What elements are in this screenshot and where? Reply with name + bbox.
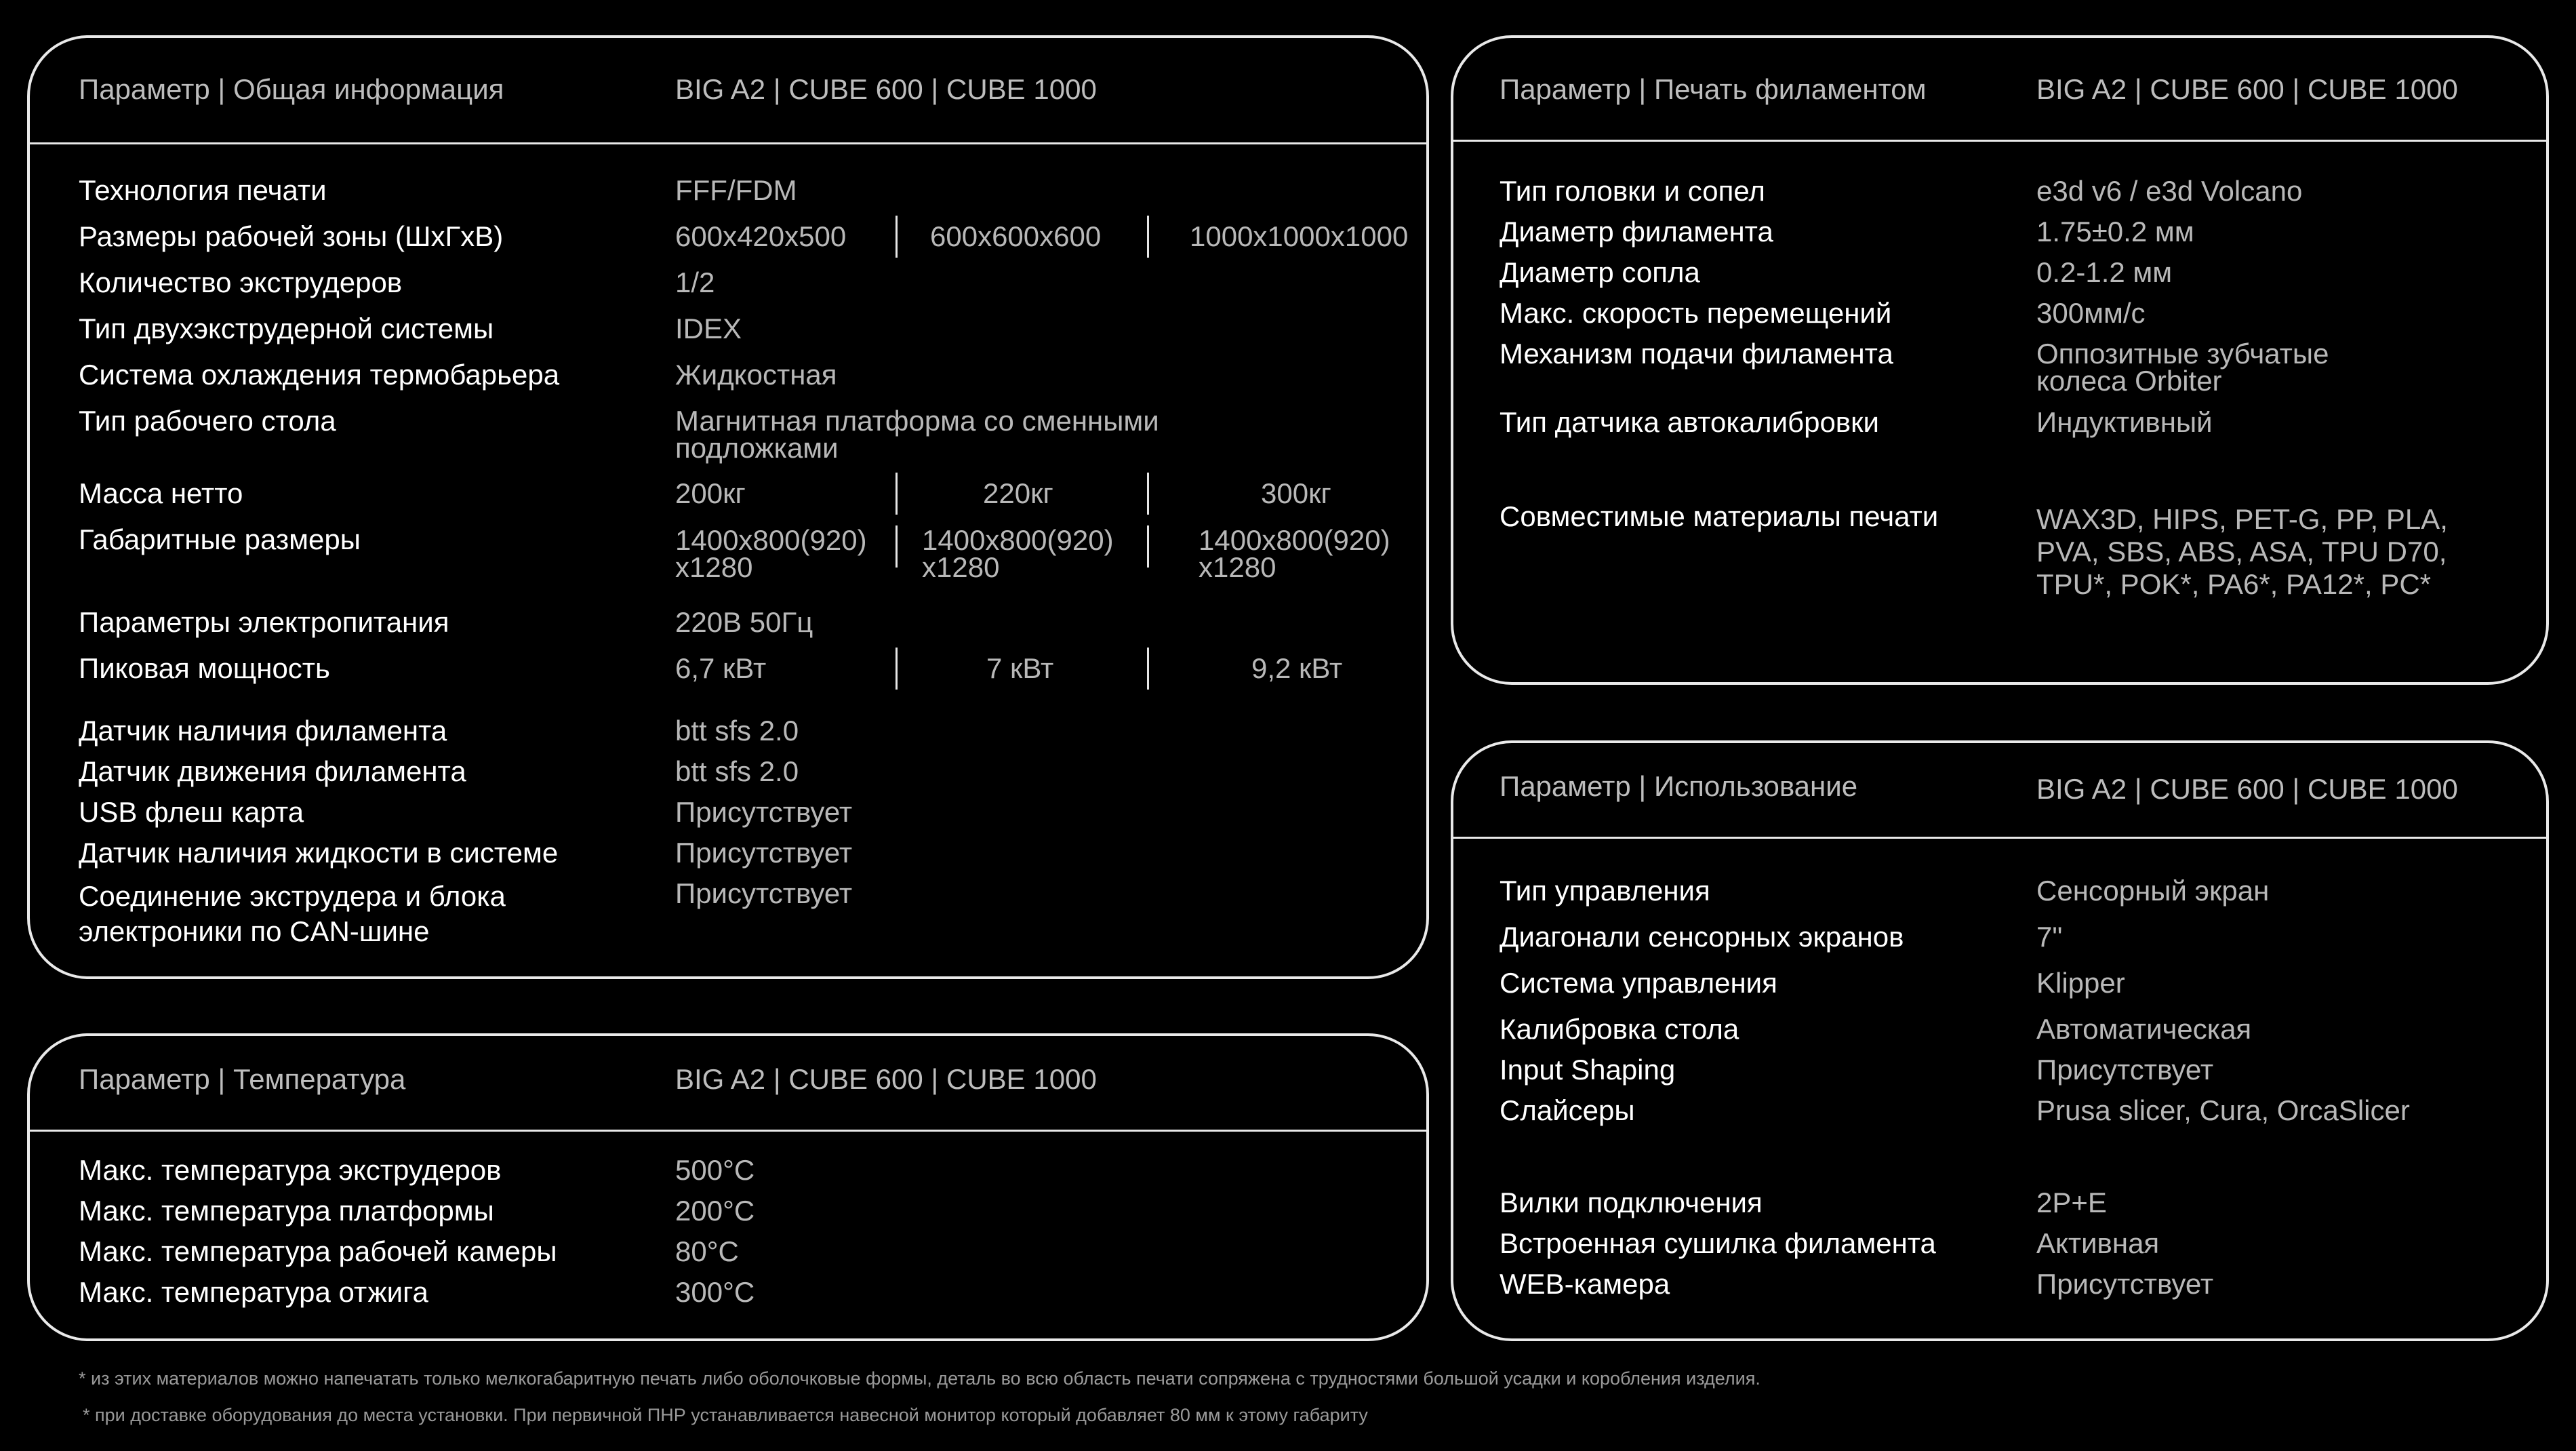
spec-value: подложками — [675, 432, 839, 464]
spec-value: 500°C — [675, 1154, 755, 1186]
spec-label: Макс. температура рабочей камеры — [79, 1235, 557, 1267]
spec-value: 1.75±0.2 мм — [2036, 216, 2194, 247]
spec-value: 1400x800(920) — [675, 524, 867, 556]
spec-label: Масса нетто — [79, 477, 243, 509]
spec-label: Пиковая мощность — [79, 652, 330, 684]
spec-label: Макс. температура отжига — [79, 1276, 428, 1308]
header-divider — [30, 142, 1426, 144]
spec-value: Индуктивный — [2036, 406, 2213, 438]
spec-label: Вилки подключения — [1500, 1187, 1763, 1218]
spec-value: FFF/FDM — [675, 174, 797, 206]
spec-value: 200кг — [675, 477, 746, 509]
spec-label: Тип головки и сопел — [1500, 175, 1765, 207]
spec-label: Макс. температура экструдеров — [79, 1154, 502, 1186]
spec-label: Размеры рабочей зоны (ШхГхВ) — [79, 220, 504, 252]
spec-label: Датчик наличия жидкости в системе — [79, 837, 559, 869]
spec-value: Оппозитные зубчатые — [2036, 338, 2329, 370]
general-header-models: BIG A2 | CUBE 600 | CUBE 1000 — [675, 73, 1097, 105]
usage-header-models: BIG A2 | CUBE 600 | CUBE 1000 — [2036, 773, 2458, 805]
spec-value: 6,7 кВт — [675, 652, 767, 684]
spec-value: e3d v6 / e3d Volcano — [2036, 175, 2303, 207]
spec-label: электроники по CAN-шине — [79, 915, 430, 947]
spec-value: 600x600x600 — [930, 220, 1102, 252]
column-separator — [1147, 525, 1149, 568]
spec-value: btt sfs 2.0 — [675, 715, 799, 747]
spec-label: Тип двухэкструдерной системы — [79, 313, 494, 344]
spec-value: 300кг — [1261, 477, 1331, 509]
spec-value: TPU*, POK*, PA6*, PA12*, PC* — [2036, 568, 2432, 600]
spec-value: колеса Orbiter — [2036, 365, 2222, 397]
header-divider — [1453, 837, 2546, 839]
spec-value: Присутствует — [2036, 1268, 2214, 1300]
column-separator — [895, 473, 898, 515]
spec-value: Присутствует — [2036, 1054, 2214, 1086]
spec-value: 7" — [2036, 921, 2063, 953]
spec-value: 9,2 кВт — [1251, 652, 1343, 684]
spec-label: Тип управления — [1500, 875, 1710, 907]
temperature-header-param: Параметр | Температура — [79, 1063, 406, 1095]
spec-value: 1400x800(920) — [922, 524, 1114, 556]
spec-value: Сенсорный экран — [2036, 875, 2270, 907]
spec-label: Механизм подачи филамента — [1500, 338, 1893, 370]
footnote: * из этих материалов можно напечатать только мелкогабаритную печать либо оболочковые формы, деталь во всю область печати сопряжена с трудностями большой усадки и коробления изделия. — [79, 1368, 1760, 1389]
spec-label: Совместимые материалы печати — [1500, 500, 1939, 532]
filament-header-models: BIG A2 | CUBE 600 | CUBE 1000 — [2036, 73, 2458, 105]
spec-label: Датчик наличия филамента — [79, 715, 447, 747]
spec-value: Автоматическая — [2036, 1013, 2252, 1045]
spec-label: Диаметр филамента — [1500, 216, 1773, 247]
spec-value: x1280 — [922, 551, 1000, 583]
spec-value: 220В 50Гц — [675, 606, 813, 638]
column-separator — [1147, 648, 1149, 690]
header-divider — [1453, 140, 2546, 142]
spec-label: Соединение экструдера и блока — [79, 880, 506, 912]
general-header-param: Параметр | Общая информация — [79, 73, 504, 105]
spec-label: Input Shaping — [1500, 1054, 1676, 1086]
spec-label: Габаритные размеры — [79, 523, 361, 555]
spec-label: Диагонали сенсорных экранов — [1500, 921, 1904, 953]
spec-value: Присутствует — [675, 877, 853, 909]
spec-value: Prusa slicer, Cura, OrcaSlicer — [2036, 1094, 2410, 1126]
spec-value: x1280 — [1199, 551, 1276, 583]
spec-label: Система охлаждения термобарьера — [79, 359, 560, 391]
spec-value: Присутствует — [675, 837, 853, 869]
column-separator — [895, 648, 898, 690]
column-separator — [1147, 216, 1149, 258]
spec-label: Калибровка стола — [1500, 1013, 1739, 1045]
column-separator — [895, 216, 898, 258]
spec-value: Жидкостная — [675, 359, 837, 391]
spec-value: 2P+E — [2036, 1187, 2107, 1218]
spec-label: Макс. температура платформы — [79, 1195, 494, 1227]
header-divider — [30, 1130, 1426, 1132]
spec-label: Количество экструдеров — [79, 266, 403, 298]
spec-value: Klipper — [2036, 967, 2125, 999]
spec-label: Слайсеры — [1500, 1094, 1635, 1126]
spec-label: Система управления — [1500, 967, 1777, 999]
footnote: * при доставке оборудования до места установки. При первичной ПНР устанавливается навесной монитор который добавляет 80 мм к этому габариту — [83, 1405, 1368, 1425]
spec-value: btt sfs 2.0 — [675, 755, 799, 787]
spec-label: Диаметр сопла — [1500, 256, 1700, 288]
temperature-header-models: BIG A2 | CUBE 600 | CUBE 1000 — [675, 1063, 1097, 1095]
column-separator — [895, 525, 898, 568]
spec-value: 0.2-1.2 мм — [2036, 256, 2173, 288]
filament-header-param: Параметр | Печать филаментом — [1500, 73, 1927, 105]
spec-label: USB флеш карта — [79, 796, 304, 828]
spec-label: Технология печати — [79, 174, 327, 206]
spec-label: Тип рабочего стола — [79, 405, 336, 437]
spec-value: 7 кВт — [986, 652, 1054, 684]
spec-label: Датчик движения филамента — [79, 755, 466, 787]
spec-value: 1/2 — [675, 266, 715, 298]
spec-value: Присутствует — [675, 796, 853, 828]
spec-value: 200°C — [675, 1195, 755, 1227]
spec-label: Параметры электропитания — [79, 606, 449, 638]
spec-value: WAX3D, HIPS, PET-G, PP, PLA, — [2036, 503, 2448, 535]
spec-value: IDEX — [675, 313, 742, 344]
spec-value: Магнитная платформа со сменными — [675, 405, 1159, 437]
spec-value: 600x420x500 — [675, 220, 847, 252]
spec-value: Активная — [2036, 1227, 2160, 1259]
spec-value: PVA, SBS, ABS, ASA, TPU D70, — [2036, 536, 2447, 568]
spec-value: 300мм/с — [2036, 297, 2146, 329]
spec-label: Макс. скорость перемещений — [1500, 297, 1892, 329]
spec-label: Тип датчика автокалибровки — [1500, 406, 1879, 438]
spec-label: Встроенная сушилка филамента — [1500, 1227, 1936, 1259]
column-separator — [1147, 473, 1149, 515]
spec-value: 300°C — [675, 1276, 755, 1308]
spec-value: x1280 — [675, 551, 753, 583]
spec-value: 80°C — [675, 1235, 739, 1267]
spec-value: 1000x1000x1000 — [1190, 220, 1409, 252]
usage-header-param: Параметр | Использование — [1500, 770, 1858, 802]
spec-value: 220кг — [983, 477, 1053, 509]
spec-value: 1400x800(920) — [1199, 524, 1390, 556]
spec-label: WEB-камера — [1500, 1268, 1670, 1300]
